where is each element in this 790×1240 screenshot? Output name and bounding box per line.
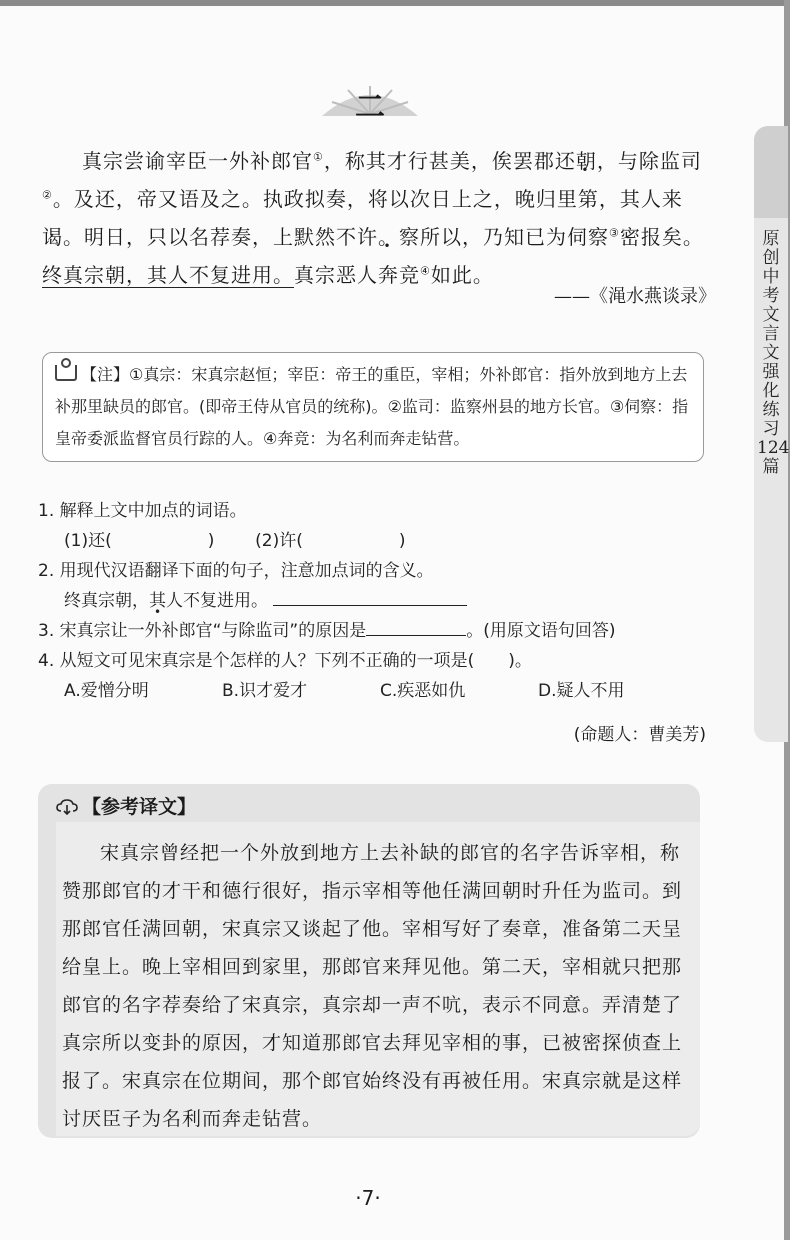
reference-heading-text: 【参考译文】 xyxy=(82,796,197,818)
translation-blank[interactable] xyxy=(273,587,467,606)
note-ref: ① xyxy=(313,150,324,164)
blank-label-xu: (2)许( xyxy=(255,531,303,551)
answer-blank-q3[interactable] xyxy=(366,617,466,636)
paren-close: ) xyxy=(398,531,406,551)
option-b[interactable]: B.识才爱才 xyxy=(222,681,308,701)
note-ref: ④ xyxy=(420,264,431,278)
side-tab xyxy=(754,126,788,742)
passage-text: 真宗尝谕宰臣一外补郎官 xyxy=(82,149,313,173)
question-4-options xyxy=(38,676,718,706)
blank-label-huan: (1)还( xyxy=(64,531,112,551)
cloud-download-icon xyxy=(56,799,78,815)
page-number: ·7· xyxy=(355,1186,381,1210)
dotted-word-qi: 其 xyxy=(149,591,166,611)
question-2-sentence xyxy=(38,586,718,616)
notebook-icon xyxy=(55,365,77,381)
question-2: 2. 用现代汉语翻译下面的句子，注意加点词的含义。 xyxy=(38,561,434,581)
passage-text: 真宗恶人奔竞 xyxy=(294,263,420,287)
passage-text: 。察所以，乃知已为伺察 xyxy=(378,225,609,249)
option-a[interactable]: A.爱憎分明 xyxy=(64,681,149,701)
paren-close: ) xyxy=(207,531,215,551)
question-3 xyxy=(38,616,718,646)
underlined-sentence: 终真宗朝，其人不复进用。 xyxy=(42,263,294,287)
question-3-text: 3. 宋真宗让一外补郎官“与除监司”的原因是 xyxy=(38,621,367,641)
side-tab-cap xyxy=(754,126,788,218)
passage-text: 密报矣。 xyxy=(619,225,704,249)
section-number: 二 xyxy=(355,90,385,125)
reference-translation-text: 宋真宗曾经把一个外放到地方上去补缺的郎官的名字告诉宰相，称赞那郎官的才干和德行很好，指示宰相等他任满回朝时升任为监司。到那郎官任满回朝，宋真宗又谈起了他。宰相写好了奏章，准备第二天呈给皇上。晚上宰相回到家里，那郎官来拜见他。第二天，宰相就只把那郎官的名字荐奏给了宋真宗，真宗却一声不吭，表示不同意。弄清楚了真宗所以变卦的原因，才知道那郎官去拜见宰相的事，已被密探侦查上报了。宋真宗在位期间，那个郎官始终没有再被任用。宋真宗就是这样讨厌臣子为名利而奔走钻营。 xyxy=(62,842,683,1130)
notes-text: 【注】①真宗：宋真宗赵恒；宰臣：帝王的重臣，宰相；外补郎官：指外放到地方上去补那里缺员的郎官。(即帝王侍从官员的统称)。②监司：监察州县的地方长官。③伺察：指皇帝委派监督官员行踪的人。④奔竞：为名利而奔走钻营。 xyxy=(55,365,689,448)
question-1: 1. 解释上文中加点的词语。 xyxy=(38,501,247,521)
side-tab-text: 原创中考文言文强化练习124篇 xyxy=(757,229,790,477)
question-author: (命题人：曹美芳) xyxy=(573,725,706,745)
source-citation: ——《渑水燕谈录》 xyxy=(554,286,716,307)
passage-text: 朝，与除监司 xyxy=(575,149,702,173)
question-4: 4. 从短文可见宋真宗是个怎样的人？下列不正确的一项是( )。 xyxy=(38,651,532,671)
classical-passage xyxy=(42,142,714,294)
page-top-edge xyxy=(0,0,790,6)
notes-box xyxy=(42,352,704,462)
sentence-part: 终真宗朝， xyxy=(64,591,149,611)
passage-text: 如此。 xyxy=(430,263,494,287)
answer-blank-xu[interactable] xyxy=(303,528,399,546)
option-c[interactable]: C.疾恶如仇 xyxy=(380,681,466,701)
notes-content xyxy=(55,359,695,455)
questions-section xyxy=(38,496,718,706)
option-d[interactable]: D.疑人不用 xyxy=(538,681,625,701)
reference-heading xyxy=(56,792,196,819)
dotted-word-huan: 还 xyxy=(554,149,576,173)
section-badge xyxy=(318,80,422,125)
question-3-tail: 。(用原文语句回答) xyxy=(466,621,616,641)
answer-blank-huan[interactable] xyxy=(112,528,208,546)
sentence-part: 人不复进用。 xyxy=(166,591,268,611)
passage-text: ，称其才行甚美，俟罢郡 xyxy=(323,149,555,173)
dotted-word-xu: 许 xyxy=(357,225,378,249)
passage-text: 。及还，帝又语及之。执政拟奏，将以次日上之，晚归里第，其人来谒。明日，只以名荐奏，上默然不 xyxy=(42,187,683,249)
note-ref: ② xyxy=(42,188,53,202)
note-ref: ③ xyxy=(609,226,620,240)
question-1-blanks xyxy=(38,526,718,556)
